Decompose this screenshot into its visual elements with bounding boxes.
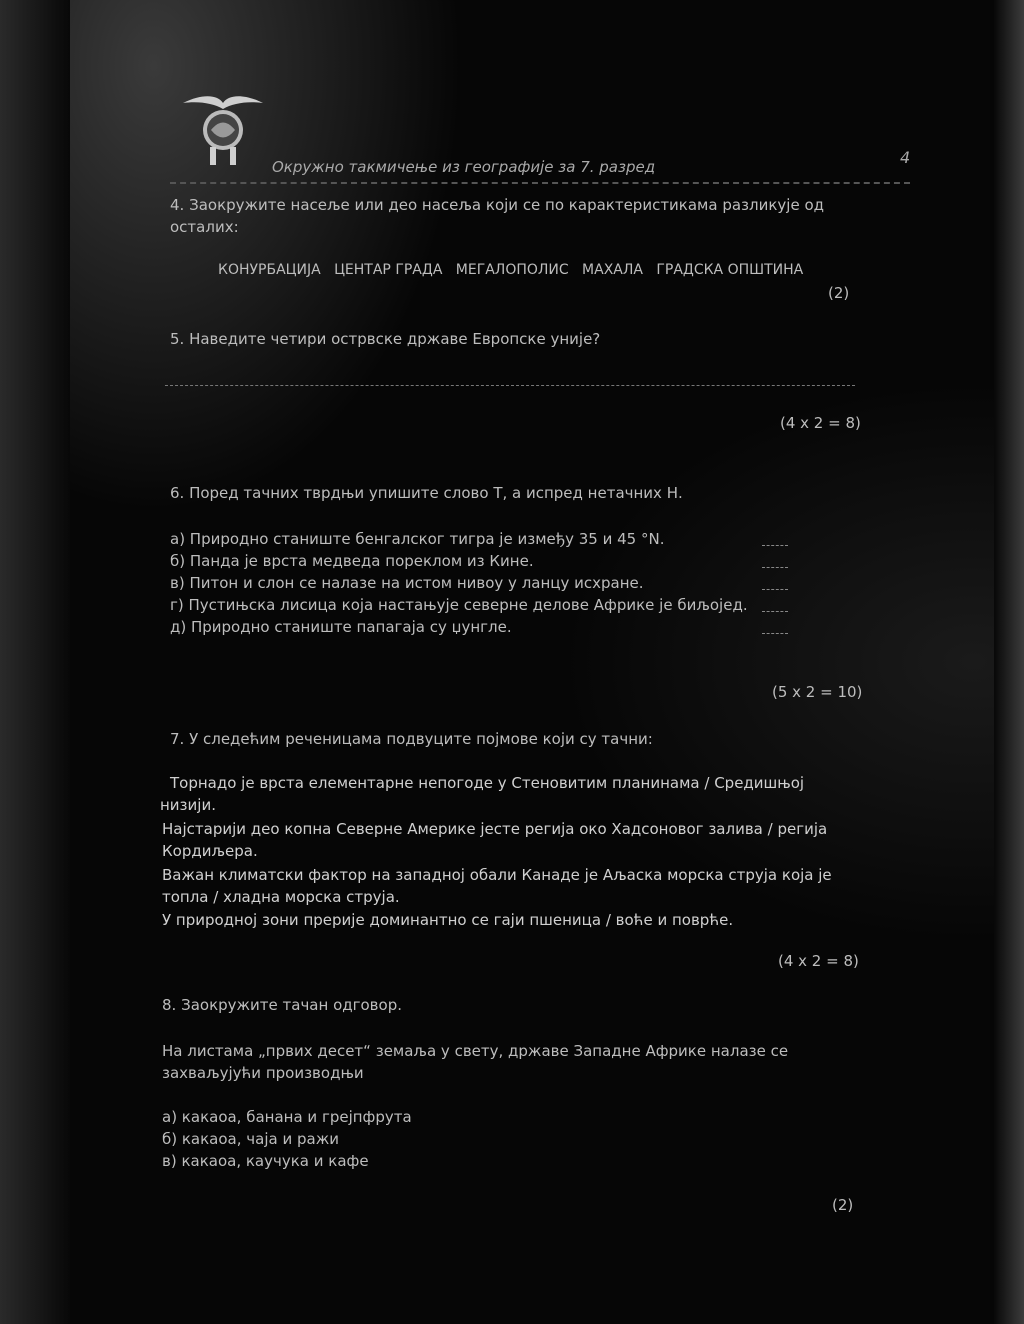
q7-line: Најстарији део копна Северне Америке јесте регија око Хадсоновог залива / регија	[162, 820, 828, 838]
page-number: 4	[900, 148, 911, 167]
q8-prompt-line1: На листама „првих десет“ земаља у свету, државе Западне Африке налазе се	[162, 1042, 789, 1060]
q7-line: Торнадо је врста елементарне непогоде у Стеновитим планинама / Средишњој	[170, 774, 805, 792]
q5-answer-line[interactable]	[165, 385, 855, 386]
q5-points: (4 x 2 = 8)	[780, 414, 861, 432]
q8-option[interactable]: б) какаоа, чаја и ражи	[162, 1130, 339, 1148]
header-title: Окружно такмичење из географије за 7. разред	[272, 158, 656, 176]
q8-prompt-line2: захваљујући производњи	[162, 1064, 364, 1082]
q7-text: 7. У следећим реченицама подвуците појмове који су тачни:	[170, 730, 653, 748]
q7-points: (4 x 2 = 8)	[778, 952, 859, 970]
q4-option[interactable]: КОНУРБАЦИЈА	[218, 262, 321, 278]
q8-option[interactable]: в) какаоа, каучука и кафе	[162, 1152, 369, 1170]
q6-answer-blank[interactable]	[762, 545, 788, 546]
q6-item: а) Природно станиште бенгалског тигра је између 35 и 45 °N.	[170, 530, 665, 548]
q6-item: в) Питон и слон се налазе на истом нивоу у ланцу исхране.	[170, 574, 644, 592]
q6-answer-blank[interactable]	[762, 589, 788, 590]
q6-answer-blank[interactable]	[762, 611, 788, 612]
q4-text-line1: 4. Заокружите насеље или део насеља који се по карактеристикама разликује од	[170, 196, 825, 214]
q6-answer-blank[interactable]	[762, 633, 788, 634]
q4-option[interactable]: ГРАДСКА ОПШТИНА	[656, 262, 804, 278]
q4-text-line2: осталих:	[170, 218, 239, 236]
q4-option[interactable]: МЕГАЛОПОЛИС	[455, 262, 569, 278]
scan-edge-left	[0, 0, 70, 1324]
q7-line: У природној зони прерије доминантно се гаји пшеница / воће и поврће.	[162, 911, 734, 929]
q4-options	[218, 262, 803, 278]
q7-line: топла / хладна морска струја.	[162, 888, 400, 906]
q6-item: г) Пустињска лисица која настањује северне делове Африке је биљојед.	[170, 596, 748, 614]
header-divider	[170, 182, 910, 184]
q4-option[interactable]: ЦЕНТАР ГРАДА	[334, 262, 443, 278]
q8-option[interactable]: а) какаоа, банана и грејпфрута	[162, 1108, 412, 1126]
q8-text: 8. Заокружите тачан одговор.	[162, 996, 402, 1014]
q6-points: (5 x 2 = 10)	[772, 683, 863, 701]
q4-points: (2)	[828, 284, 850, 302]
q7-line: Кордиљера.	[162, 842, 258, 860]
q7-line: низији.	[160, 796, 216, 814]
q6-text: 6. Поред тачних тврдњи упишите слово Т, а испред нетачних Н.	[170, 484, 683, 502]
q5-text: 5. Наведите четири острвске државе Европске уније?	[170, 330, 601, 348]
scan-edge-right	[994, 0, 1024, 1324]
q8-points: (2)	[832, 1196, 854, 1214]
q4-option[interactable]: МАХАЛА	[582, 262, 643, 278]
q6-item: б) Панда је врста медведа пореклом из Кине.	[170, 552, 534, 570]
q6-answer-blank[interactable]	[762, 567, 788, 568]
society-emblem-icon	[178, 85, 268, 175]
q6-item: д) Природно станиште папагаја су џунгле.	[170, 618, 512, 636]
q7-line: Важан климатски фактор на западној обали Канаде је Аљаска морска струја која је	[162, 866, 832, 884]
